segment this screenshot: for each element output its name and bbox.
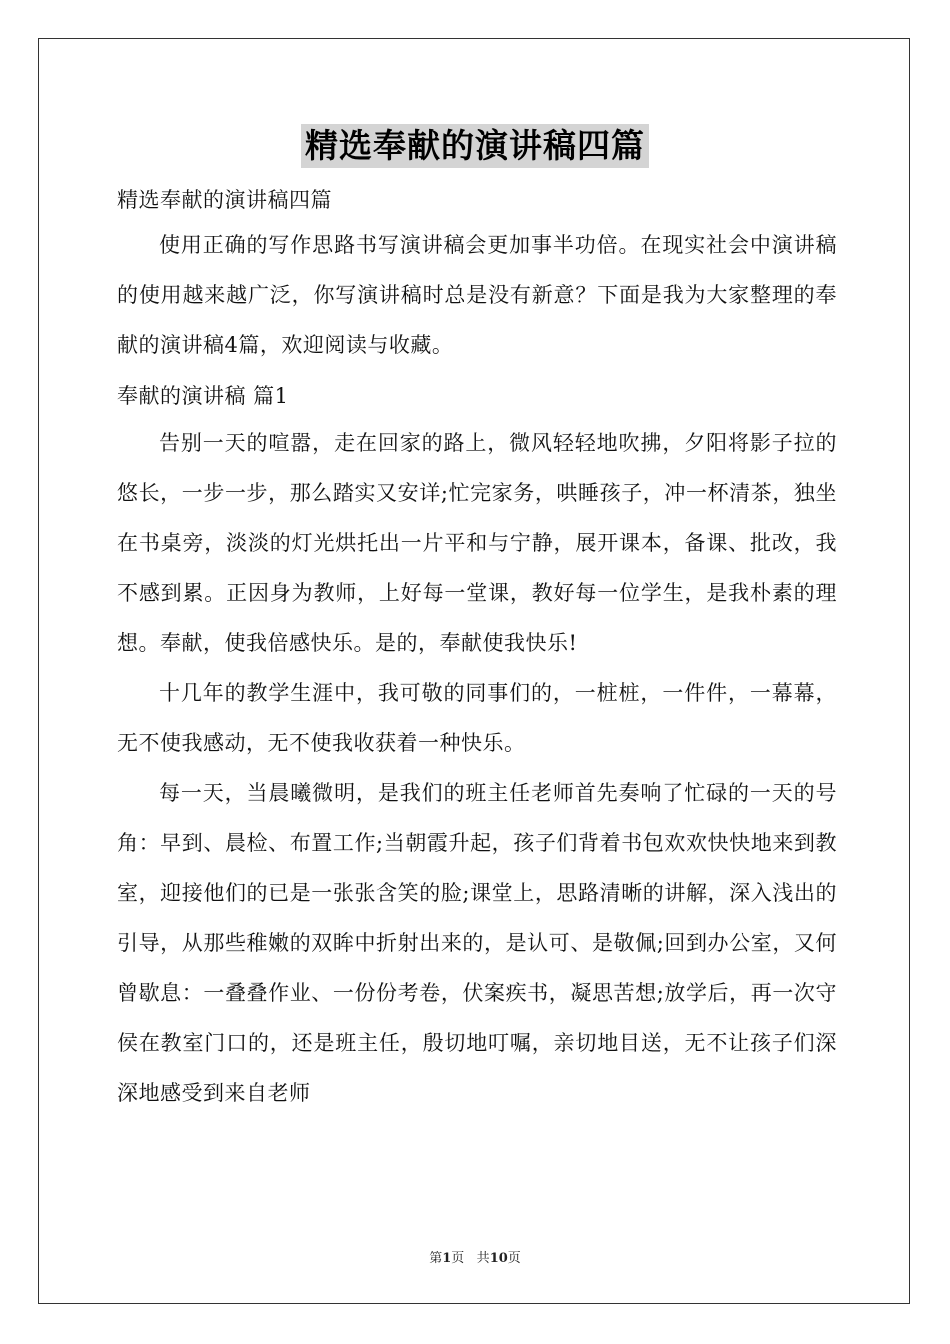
body-paragraph-3: 每一天，当晨曦微明，是我们的班主任老师首先奏响了忙碌的一天的号角：早到、晨检、布置工作;当朝霞升起，孩子们背着书包欢欢快快地来到教室，迎接他们的已是一张张含笑的脸;课堂上，思路清晰的讲解，深入浅出的引导，从那些稚嫩的双眸中折射出来的，是认可、是敬佩;回到办公室，又何曾歇息：一叠叠作业、一份份考卷，伏案疾书，凝思苦想;放学后，再一次守侯在教室门口的，还是班主任，殷切地叮嘱，亲切地目送，无不让孩子们深深地感受到来自老师 xyxy=(117,781,837,1105)
body-paragraph-1: 告别一天的喧嚣，走在回家的路上，微风轻轻地吹拂，夕阳将影子拉的悠长，一步一步，那么踏实又安详;忙完家务，哄睡孩子，冲一杯清茶，独坐在书桌旁，淡淡的灯光烘托出一片平和与宁静，展开课本，备课、批改，我不感到累。正因身为教师，上好每一堂课，教好每一位学生，是我朴素的理想。奉献，使我倍感快乐。是的，奉献使我快乐! xyxy=(117,431,837,655)
intro-paragraph: 使用正确的写作思路书写演讲稿会更加事半功倍。在现实社会中演讲稿的使用越来越广泛，你写演讲稿时总是没有新意？下面是我为大家整理的奉献的演讲稿4篇，欢迎阅读与收藏。 xyxy=(117,233,837,357)
document-title xyxy=(0,124,950,168)
page-label-suffix: 页 xyxy=(451,1251,465,1266)
subtitle-line: 精选奉献的演讲稿四篇 xyxy=(117,188,332,212)
document-body xyxy=(117,180,837,1118)
page-footer xyxy=(0,1247,950,1266)
document-title-text: 精选奉献的演讲稿四篇 xyxy=(301,124,649,168)
total-label-prefix: 共 xyxy=(476,1251,490,1266)
section-heading: 奉献的演讲稿 篇1 xyxy=(117,384,289,408)
total-label-suffix: 页 xyxy=(507,1251,521,1266)
page-label-prefix: 第 xyxy=(429,1251,443,1266)
total-page-count: 10 xyxy=(489,1251,508,1266)
current-page-number: 1 xyxy=(442,1251,452,1266)
body-paragraph-2: 十几年的教学生涯中，我可敬的同事们的，一桩桩，一件件，一幕幕，无不使我感动，无不使我收获着一种快乐。 xyxy=(117,681,837,755)
